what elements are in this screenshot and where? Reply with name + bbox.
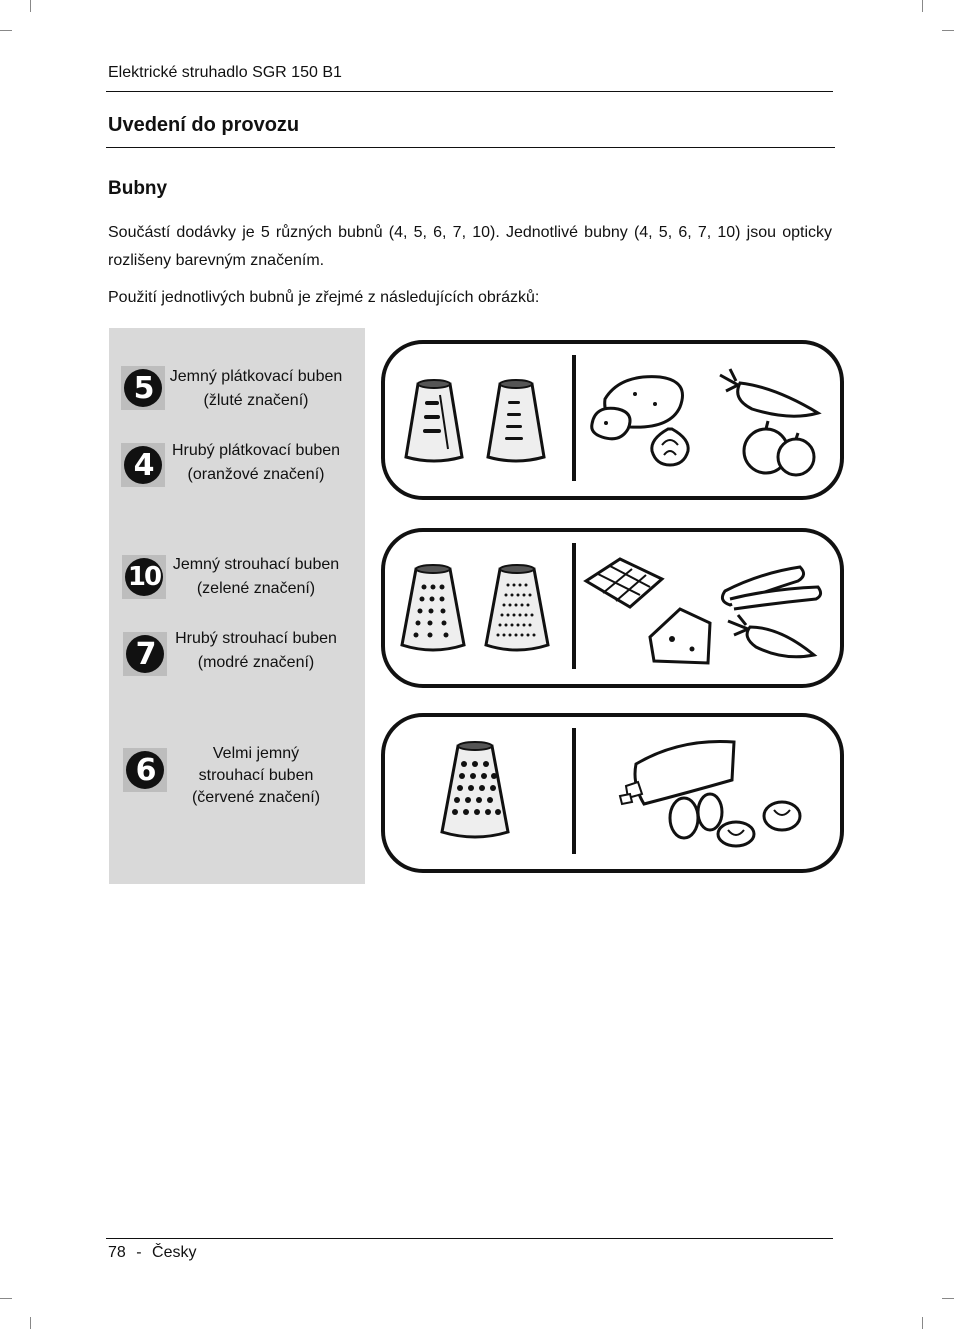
slicing-usage-illustration — [380, 339, 845, 501]
drum-name: Jemný strouhací buben — [172, 556, 340, 573]
drum-label — [156, 743, 356, 809]
crop-mark — [942, 1298, 954, 1299]
subsection-title: Bubny — [108, 178, 168, 199]
crop-mark — [0, 30, 12, 31]
crop-mark — [922, 1317, 923, 1329]
drum-name-line2: strouhací buben — [198, 767, 314, 784]
crop-mark — [942, 30, 954, 31]
drum-number: 10 — [125, 558, 163, 596]
drum-number: 7 — [126, 635, 164, 673]
drum-marking: (žluté značení) — [203, 392, 309, 409]
section-rule — [106, 147, 835, 148]
section-title: Uvedení do provozu — [108, 114, 300, 136]
page-number: 78 — [108, 1244, 126, 1261]
drum-marking: (červené značení) — [191, 789, 321, 806]
drum-number: 5 — [124, 369, 162, 407]
drum-number: 6 — [126, 751, 164, 789]
drum-marking: (modré značení) — [197, 654, 315, 671]
drum-label — [156, 627, 356, 675]
grating-usage-illustration — [380, 527, 845, 689]
footer — [108, 1244, 196, 1262]
drum-marking: (zelené značení) — [196, 580, 316, 597]
usage-paragraph: Použití jednotlivých bubnů je zřejmé z následujících obrázků: — [108, 289, 540, 306]
crop-mark — [30, 0, 31, 12]
drum-number: 4 — [124, 446, 162, 484]
drum-name: Hrubý plátkovací buben — [171, 442, 341, 459]
drum-name: Hrubý strouhací buben — [175, 630, 337, 647]
fine-grating-usage-illustration — [380, 712, 845, 874]
drum-label — [156, 439, 356, 487]
footer-rule — [106, 1238, 833, 1239]
drum-label — [156, 553, 356, 601]
footer-separator: - — [136, 1244, 142, 1261]
crop-mark — [922, 0, 923, 12]
footer-language: Česky — [152, 1244, 197, 1261]
drum-label — [156, 365, 356, 413]
intro-paragraph: Součástí dodávky je 5 různých bubnů (4, 5, 6, 7, 10). Jednotlivé bubny (4, 5, 6, 7, 10) jsou opticky rozlišeny barevným značením. — [108, 224, 832, 269]
drum-marking: (oranžové značení) — [187, 466, 325, 483]
drum-name: Jemný plátkovací buben — [169, 368, 343, 385]
header-title: Elektrické struhadlo SGR 150 B1 — [108, 64, 342, 81]
crop-mark — [0, 1298, 12, 1299]
header-rule — [106, 91, 833, 92]
drum-name-line1: Velmi jemný — [212, 745, 300, 762]
crop-mark — [30, 1317, 31, 1329]
